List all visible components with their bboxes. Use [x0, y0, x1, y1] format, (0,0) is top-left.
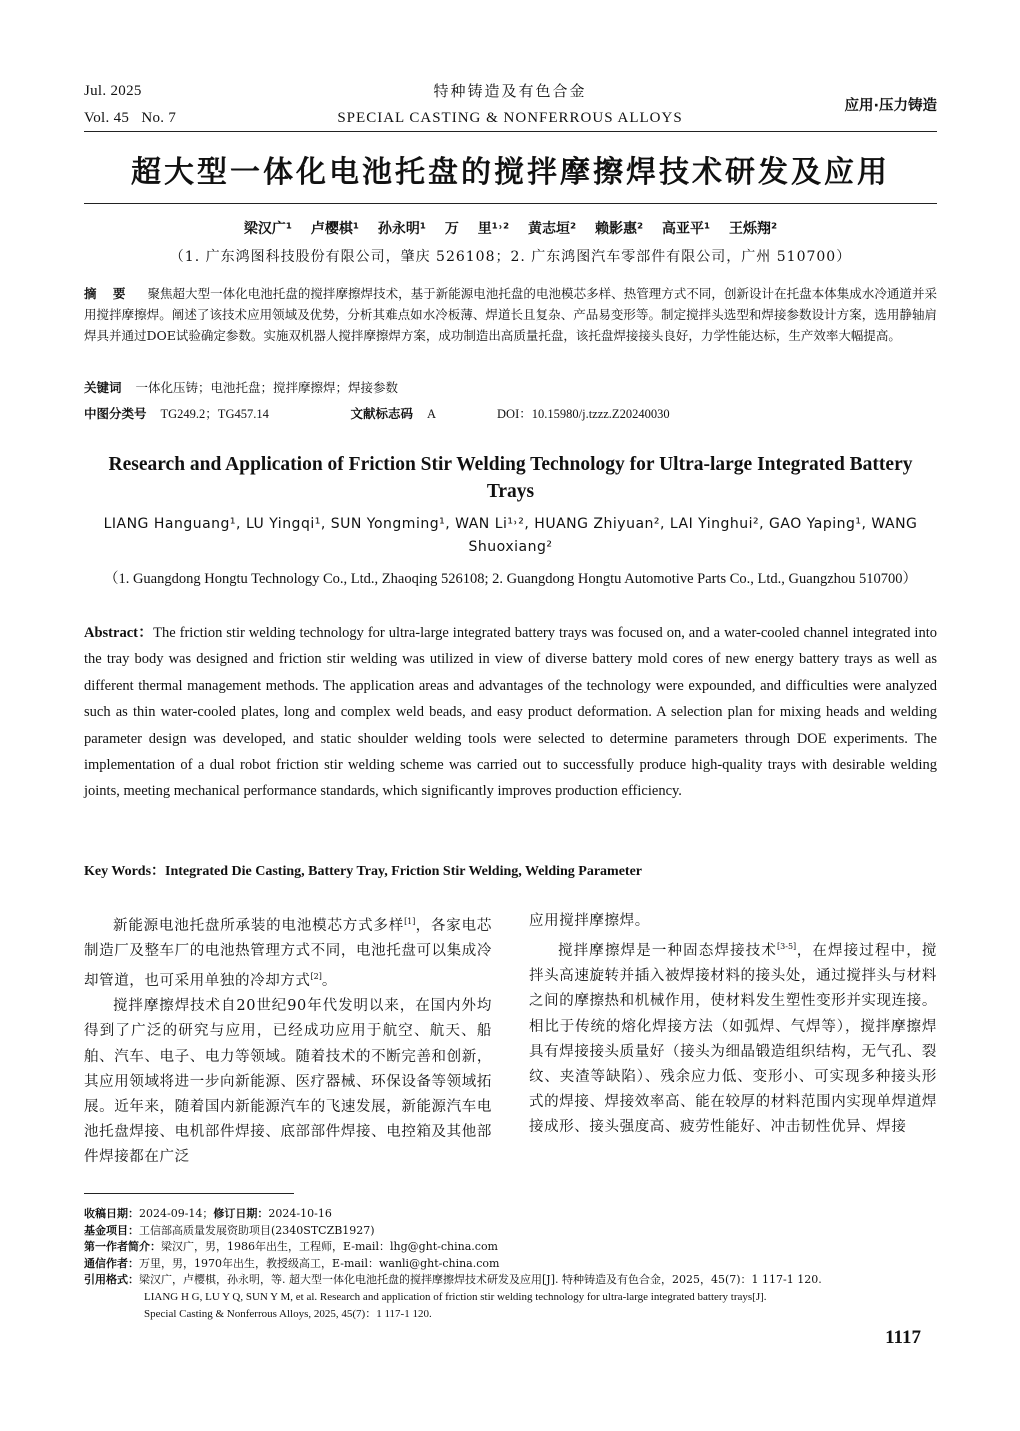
doc-code-label: 文献标志码 — [350, 406, 414, 421]
authors-en: LIANG Hanguang¹, LU Yingqi¹, SUN Yongming¹, WAN Li¹˒², HUANG Zhiyuan², LAI Yinghui², GAO Yaping¹, WANG Shuoxiang² — [103, 516, 918, 555]
abstract-en-text: The friction stir welding technology for ultra-large integrated battery trays was focused on, and a water-cooled channel integrated into the tray body was designed and friction stir welding was utilized in view of diverse battery mold cores of new energy battery trays as well as different thermal management methods. The application areas and advantages of the technology were expounded, and difficulties were analyzed such as thin water-cooled plates, long and complex weld beads, and easy product deformation. A selection plan for mixing heads and welding parameter design was developed, and static shoulder welding tools were selected to determine parameters through DOE experiments. The implementation of a dual robot friction stir welding scheme was carried out to successfully produce high-quality trays with desirable welding joints, meeting mechanical performance standards, which significantly improves production efficiency. — [84, 625, 937, 800]
volume-number: Vol. 45 No. 7 — [84, 110, 177, 126]
body-paragraph-2: 搅拌摩擦焊技术自20世纪90年代发明以来，在国内外均得到了广泛的研究与应用，已经成功应用于航空、航天、船舶、汽车、电子、电力等领域。随着技术的不断完善和创新，其应用领域将进一步向新能源、医疗器械、环保设备等领域拓展。近年来，随着国内新能源汽车的飞速发展，新能源汽车电池托盘焊接、电机部件焊接、底部部件焊接、电控箱及其他部件焊接都在广泛 — [84, 998, 492, 1166]
clc-value: TG249.2；TG457.14 — [160, 407, 269, 421]
authors-zh: 梁汉广¹ 卢樱棋¹ 孙永明¹ 万 里¹˒² 黄志垣² 赖影惠² 高亚平¹ 王烁翔² — [243, 221, 778, 237]
keywords-zh-text: 一体化压铸；电池托盘；搅拌摩擦焊；焊接参数 — [135, 380, 399, 395]
abstract-en-label: Abstract： — [84, 625, 154, 641]
citation-format: 引用格式：梁汉广，卢樱棋，孙永明，等. 超大型一体化电池托盘的搅拌摩擦焊技术研发及应用[J]. 特种铸造及有色合金，2025，45(7)：1 117-1 120. — [84, 1273, 822, 1287]
issue-month: Jul. 2025 — [84, 83, 142, 99]
title-en: Research and Application of Friction Stir Welding Technology for Ultra-large Integrated Battery Trays — [108, 454, 913, 502]
journal-name-en: SPECIAL CASTING & NONFERROUS ALLOYS — [337, 110, 683, 126]
citation-ref-2: [2] — [310, 972, 322, 982]
section-label: 应用·压力铸造 — [844, 98, 937, 114]
title-zh: 超大型一体化电池托盘的搅拌摩擦焊技术研发及应用 — [131, 155, 890, 190]
keywords-zh — [84, 378, 398, 396]
citation-en-line-2: Special Casting & Nonferrous Alloys, 2025, 45(7)：1 117-1 120. — [144, 1307, 432, 1320]
journal-name — [260, 78, 760, 132]
footnote-rule — [84, 1193, 294, 1194]
body-paragraph-1: 新能源电池托盘所承装的电池模芯方式多样[1]，各家电芯制造厂及整车厂的电池热管理方式不同，电池托盘可以集成冷却管道，也可采用单独的冷却方式[2]。 — [84, 917, 492, 990]
classification-line — [84, 404, 937, 422]
first-author-info: 第一作者简介：梁汉广，男，1986年出生，工程师，E-mail：lhg@ght-china.com — [84, 1240, 498, 1254]
corresponding-author: 通信作者：万里，男，1970年出生，教授级高工，E-mail：wanli@ght-china.com — [84, 1256, 500, 1270]
citation-ref-3: [3-5] — [777, 942, 797, 952]
citation-en-line-1: LIANG H G, LU Y Q, SUN Y M, et al. Research and application of friction stir welding technology for ultra-large integrated battery trays[J]. — [144, 1290, 767, 1303]
page-number: 1117 — [885, 1327, 921, 1348]
body-paragraph-3: 搅拌摩擦焊是一种固态焊接技术[3-5]，在焊接过程中，搅拌头高速旋转并插入被焊接材料的接头处，通过搅拌头与材料之间的摩擦热和机械作用，使材料发生塑性变形并实现连接。相比于传统的熔化焊接方法（如弧焊、气焊等），搅拌摩擦焊具有焊接接头质量好（接头为细晶锻造组织结构，无气孔、裂纹、夹渣等缺陷）、残余应力低、变形小、可实现多种接头形式的焊接、焊接效率高、能在较厚的材料范围内实现单焊道焊接成形、接头强度高、疲劳性能好、冲击韧性优异、焊接 — [529, 942, 937, 1136]
issue-info — [84, 78, 176, 132]
received-date: 收稿日期：2024-09-14；修订日期：2024-10-16 — [84, 1207, 332, 1220]
affiliation-en: （1. Guangdong Hongtu Technology Co., Ltd., Zhaoqing 526108; 2. Guangdong Hongtu Automotive Parts Co., Ltd., Guangzhou 510700） — [103, 571, 918, 587]
abstract-zh-text: 聚焦超大型一体化电池托盘的搅拌摩擦焊技术，基于新能源电池托盘的电池模芯多样、热管理方式不同，创新设计在托盘本体集成水冷通道并采用搅拌摩擦焊。阐述了该技术应用领域及优势，分析其难点如水冷板薄、焊道长且复杂、产品易变形等。制定搅拌头选型和焊接参数设计方案，选用静轴肩焊具并通过DOE试验确定参数。实施双机器人搅拌摩擦焊方案，成功制造出高质量托盘，该托盘焊接接头良好，力学性能达标，生产效率大幅提高。 — [84, 286, 937, 343]
clc-label: 中图分类号 — [84, 406, 147, 421]
journal-name-zh: 特种铸造及有色合金 — [433, 82, 587, 100]
body-column-left — [84, 909, 492, 1171]
abstract-zh-label: 摘 要 — [84, 286, 132, 301]
footnotes — [84, 1206, 937, 1322]
doc-code-value: A — [427, 407, 437, 421]
doi: DOI：10.15980/j.tzzz.Z20240030 — [497, 407, 670, 421]
keywords-zh-label: 关键词 — [84, 380, 122, 395]
body-column-right — [529, 909, 937, 1141]
header-rule — [84, 131, 937, 132]
keywords-en-label: Key Words： — [84, 864, 166, 879]
affiliation-zh: （1. 广东鸿图科技股份有限公司，肇庆 526108；2. 广东鸿图汽车零部件有限公司，广州 510700） — [169, 249, 852, 265]
fund-project: 基金项目：工信部高质量发展资助项目(2340STCZB1927) — [84, 1223, 375, 1237]
body-paragraph-2-continued: 应用搅拌摩擦焊。 — [529, 913, 650, 929]
abstract-en — [84, 620, 937, 805]
citation-ref-1: [1] — [404, 917, 416, 926]
keywords-en-text: Integrated Die Casting, Battery Tray, Friction Stir Welding, Welding Parameter — [165, 864, 643, 879]
title-rule — [84, 203, 937, 204]
keywords-en — [84, 860, 937, 880]
abstract-zh — [84, 283, 937, 346]
